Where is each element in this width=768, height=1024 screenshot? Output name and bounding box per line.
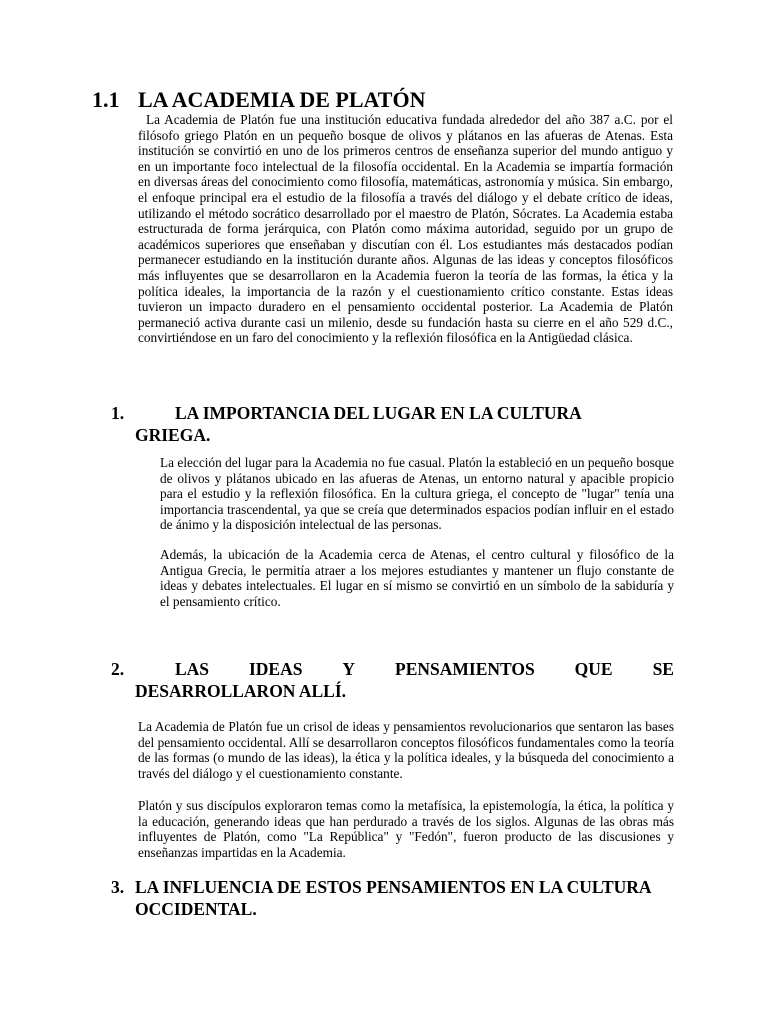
- section-1-1-heading: [92, 86, 425, 114]
- section-1-heading: [111, 402, 674, 446]
- section-title: LA ACADEMIA DE PLATÓN: [138, 87, 426, 112]
- section-number: 1.: [111, 403, 125, 423]
- section-2-heading: [111, 658, 674, 702]
- title-word: LAS: [174, 659, 209, 679]
- section-title-line-1: [111, 658, 674, 680]
- section-title-line-1: LA IMPORTANCIA DEL LUGAR EN LA CULTURA: [175, 403, 582, 423]
- section-2-paragraph-2: Platón y sus discípulos exploraron temas como la metafísica, la epistemología, la ética, la política y la educación, generando ideas que han perdurado a través de los siglos. Algunas de las obras más influyentes de Platón, como "La República" y "Fedón", fueron producto de las discusiones y enseñanzas impartidas en la Academia.: [138, 798, 674, 860]
- section-title-line-2: OCCIDENTAL.: [135, 899, 257, 919]
- section-title-line-2: DESARROLLARON ALLÍ.: [135, 681, 347, 701]
- section-1-1-paragraph: La Academia de Platón fue una institución educativa fundada alrededor del año 387 a.C. por el filósofo griego Platón en un pequeño bosque de olivos y plátanos en las afueras de Atenas. Esta institución se convirtió en uno de los primeros centros de enseñanza superior del mundo antiguo y en un importante foco intelectual de la filosofía occidental. En la Academia se impartía formación en diversas áreas del conocimiento como filosofía, matemáticas, astronomía y música. Sin embargo, el enfoque principal era el estudio de la filosofía a través del diálogo y el debate crítico de ideas, utilizando el método socrático desarrollado por el maestro de Platón, Sócrates. La Academia estaba estructurada de forma jerárquica, con Platón como máxima autoridad, seguido por un grupo de académicos superiores que enseñaban y discutían con él. Los estudiantes más destacados podían permanecer estudiando en la institución durante años. Algunas de las ideas y conceptos filosóficos más influyentes que se desarrollaron en la Academia fueron la teoría de las formas, la ética y la política ideales, la importancia de la razón y el cuestionamiento crítico constante. Estas ideas tuvieron un impacto duradero en el pensamiento occidental posterior. La Academia de Platón permaneció activa durante casi un milenio, desde su fundación hasta su cierre en el año 529 d.C., convirtiéndose en un faro del conocimiento y la reflexión filosófica en la Antigüedad clásica.: [138, 112, 673, 346]
- section-number: 3.: [111, 877, 125, 897]
- section-title-line-2: GRIEGA.: [135, 425, 211, 445]
- section-3-heading: [111, 876, 674, 920]
- title-word: Y: [342, 659, 356, 679]
- section-1-paragraph-2: Además, la ubicación de la Academia cerca de Atenas, el centro cultural y filosófico de la Antigua Grecia, le permitía atraer a los mejores estudiantes y mantener un flujo constante de ideas y debates intelectuales. El lugar en sí mismo se convirtió en un símbolo de la sabiduría y el pensamiento crítico.: [160, 547, 674, 609]
- section-2-paragraph-1: La Academia de Platón fue un crisol de ideas y pensamientos revolucionarios que sentaron las bases del pensamiento occidental. Allí se desarrollaron conceptos filosóficos fundamentales como la teoría de las formas (o mundo de las ideas), la ética y la política ideales, y la búsqueda del conocimiento a través del diálogo y el cuestionamiento constante.: [138, 719, 674, 781]
- section-number: 2.: [111, 659, 125, 679]
- title-word: SE: [652, 659, 674, 679]
- title-word: IDEAS: [248, 659, 303, 679]
- section-1-paragraph-1: La elección del lugar para la Academia no fue casual. Platón la estableció en un pequeño bosque de olivos y plátanos ubicado en las afueras de Atenas, un entorno natural y apacible propicio para el estudio y la reflexión filosófica. En la cultura griega, el concepto de "lugar" tenía una importancia trascendental, ya que se creía que determinados espacios podían influir en el estado de ánimo y la disposición intelectual de las personas.: [160, 455, 674, 533]
- section-number: 1.1: [92, 87, 120, 112]
- title-word: QUE: [574, 659, 613, 679]
- section-title-line-1: LA INFLUENCIA DE ESTOS PENSAMIENTOS EN LA CULTURA: [135, 877, 652, 897]
- title-word: PENSAMIENTOS: [395, 659, 535, 679]
